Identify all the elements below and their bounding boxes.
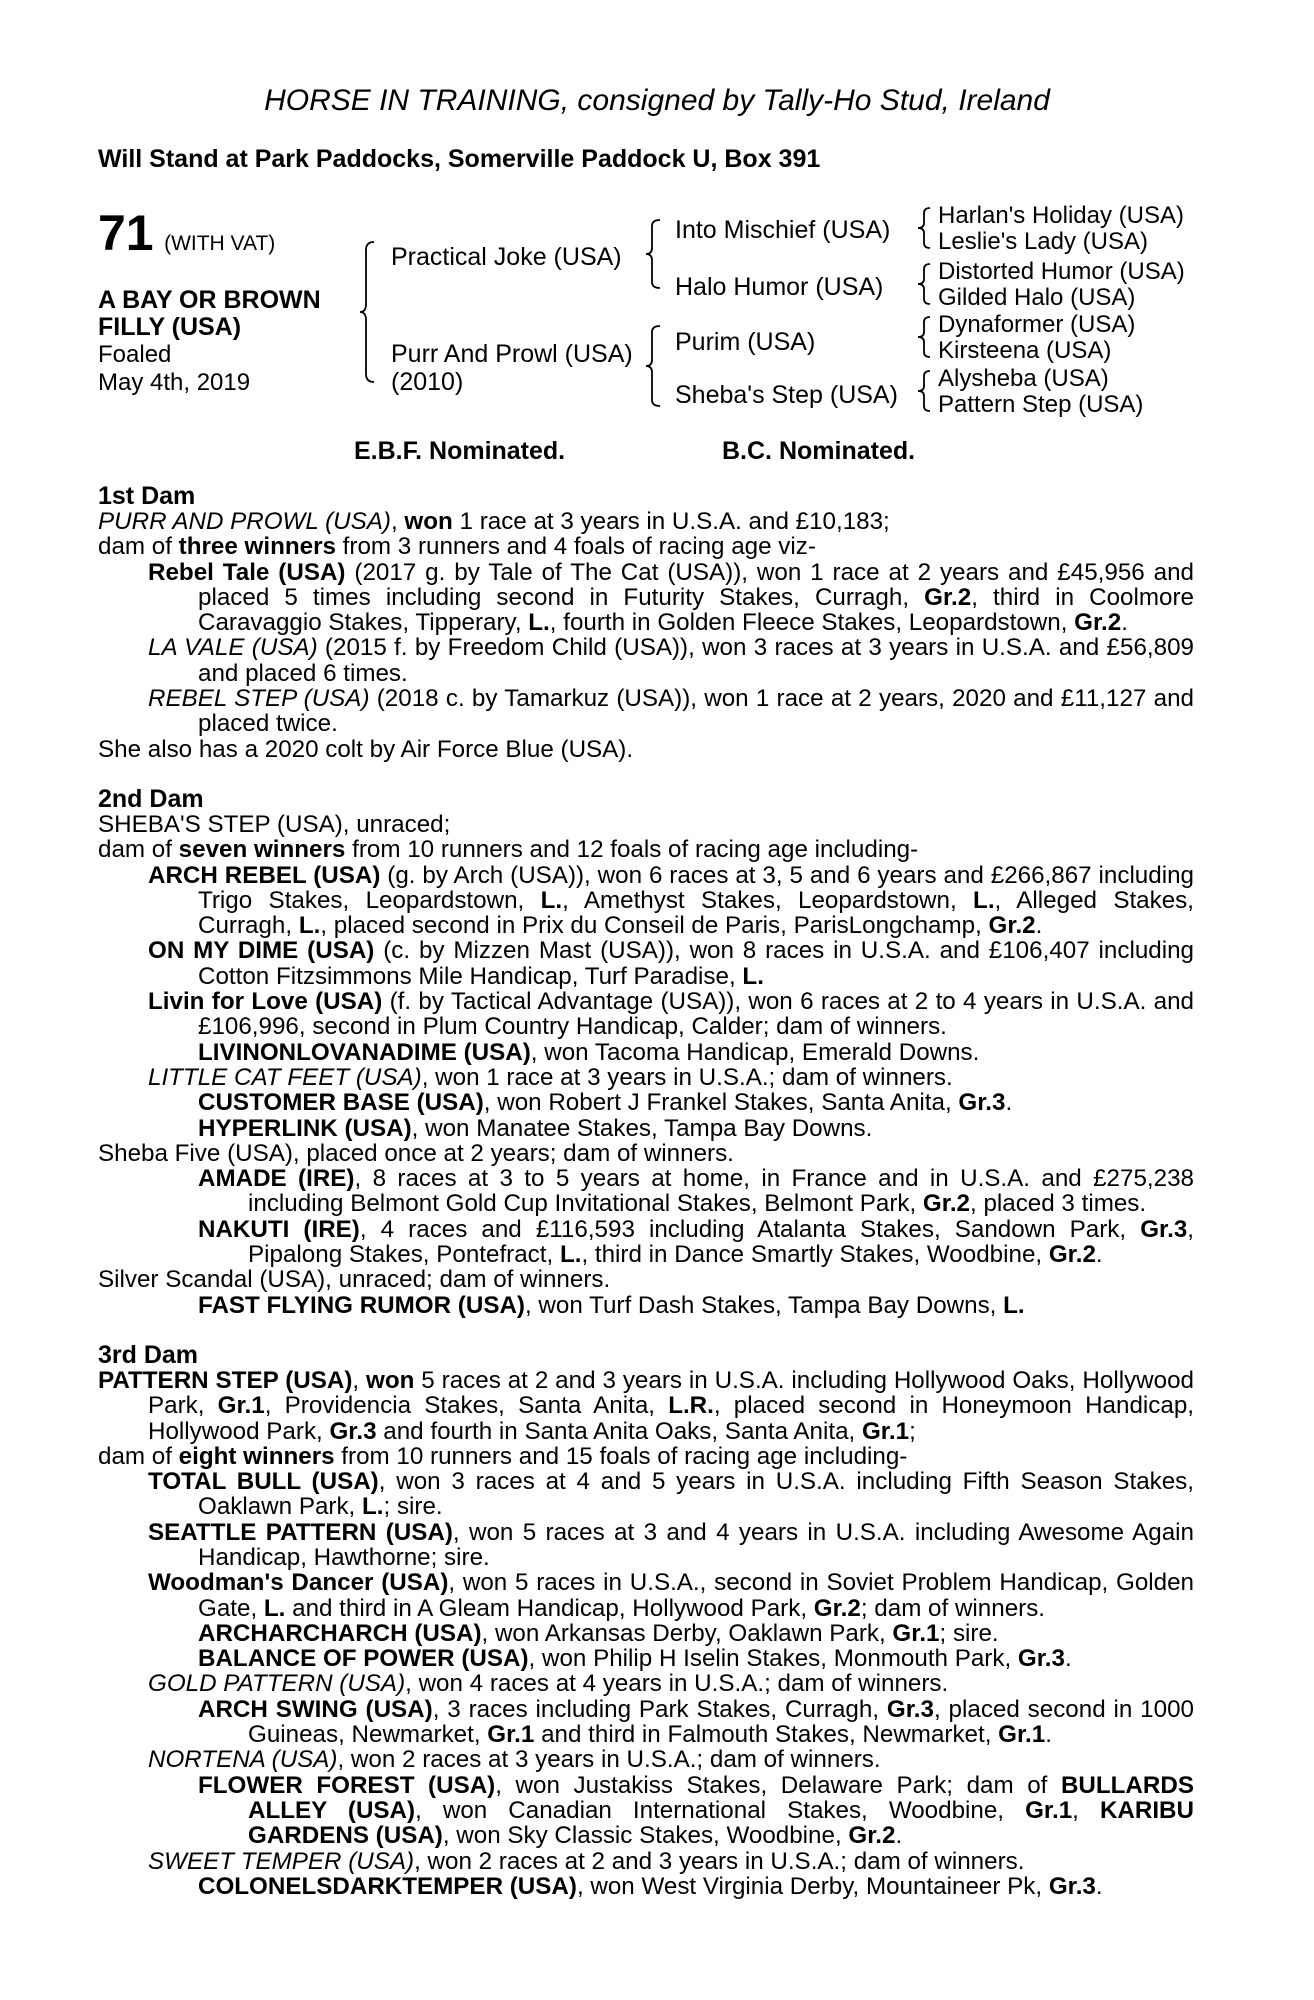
horse-description-1: A BAY OR BROWN — [98, 286, 321, 314]
second-dam-entry: ARCH REBEL (USA) (g. by Arch (USA)), won 6 races at 3, 5 and 6 years and £266,867 including Trigo Stakes, Leopardstown, L., Amethyst Stakes, Leopardstown, L., Alleged Stakes, Curragh, L., placed second in Prix du Conseil de Paris, ParisLongchamp, Gr.2. — [148, 861, 1194, 940]
second-dam-entry: LITTLE CAT FEET (USA), won 1 race at 3 years in U.S.A.; dam of winners. — [148, 1063, 953, 1091]
foaled-label: Foaled — [98, 341, 172, 368]
lot-number: 71 — [98, 205, 154, 261]
second-dam-subentry: AMADE (IRE), 8 races at 3 to 5 years at home, in France and in U.S.A. and £275,238 including Belmont Gold Cup Invitational Stakes, Belmont Park, Gr.2, placed 3 times. — [198, 1165, 1194, 1218]
pedigree-sire-dam: Halo Humor (USA) — [675, 273, 884, 301]
third-dam-entry: NORTENA (USA), won 2 races at 3 years in U.S.A.; dam of winners. — [148, 1746, 881, 1774]
pedigree-sire: Practical Joke (USA) — [391, 243, 622, 271]
ebf-nomination: E.B.F. Nominated. — [354, 437, 566, 465]
horse-description-2: FILLY (USA) — [98, 313, 242, 341]
pedigree-bracket-dam — [646, 324, 666, 414]
pedigree-bracket-g1 — [918, 206, 934, 256]
pedigree-bracket-sire — [646, 218, 666, 298]
pedigree-g8: Pattern Step (USA) — [938, 391, 1144, 418]
second-dam-heading: 2nd Dam — [98, 784, 204, 813]
third-dam-subentry: FLOWER FOREST (USA), won Justakiss Stakes, Delaware Park; dam of BULLARDS ALLEY (USA), won Canadian International Stakes, Woodbine, Gr.1, KARIBU GARDENS (USA), won Sky Classic Stakes, Woodbine, Gr.2. — [198, 1771, 1194, 1850]
pedigree-bracket-g3 — [918, 315, 934, 365]
pedigree-dam-dam: Sheba's Step (USA) — [675, 381, 898, 409]
third-dam-subentry: BALANCE OF POWER (USA), won Philip H Iselin Stakes, Monmouth Park, Gr.3. — [198, 1645, 1072, 1673]
pedigree-dam: Purr And Prowl (USA) — [391, 340, 633, 368]
first-dam-heading: 1st Dam — [98, 482, 196, 510]
pedigree-g6: Kirsteena (USA) — [938, 337, 1112, 364]
second-dam-entry: Livin for Love (USA) (f. by Tactical Advantage (USA)), won 6 races at 2 to 4 years in U.S.A. and £106,996, second in Plum Country Handicap, Calder; dam of winners. — [148, 988, 1195, 1041]
second-dam-subentry: NAKUTI (IRE), 4 races and £116,593 including Atalanta Stakes, Sandown Park, Gr.3, Pipalong Stakes, Pontefract, L., third in Dance Smartly Stakes, Woodbine, Gr.2. — [198, 1215, 1195, 1269]
catalogue-body — [98, 483, 1194, 1899]
third-dam-subentry: ARCHARCHARCH (USA), won Arkansas Derby, Oaklawn Park, Gr.1; sire. — [198, 1619, 999, 1647]
pedigree-sire-sire: Into Mischief (USA) — [675, 216, 891, 244]
lot-block — [98, 204, 275, 262]
pedigree-g7: Alysheba (USA) — [938, 365, 1109, 392]
vat-label: (WITH VAT) — [164, 232, 276, 255]
pedigree-g1: Harlan's Holiday (USA) — [938, 202, 1184, 229]
first-dam-entry: LA VALE (USA) (2015 f. by Freedom Child (USA)), won 3 races at 3 years in U.S.A. and £56,809 and placed 6 times. — [148, 634, 1194, 687]
first-dam-line: PURR AND PROWL (USA), won 1 race at 3 years in U.S.A. and £10,183; — [98, 508, 890, 535]
third-dam-entry: SWEET TEMPER (USA), won 2 races at 2 and 3 years in U.S.A.; dam of winners. — [148, 1847, 1025, 1875]
pedigree-bracket-g2 — [918, 262, 934, 312]
pedigree-g3: Distorted Humor (USA) — [938, 258, 1185, 285]
second-dam-produce-line: dam of seven winners from 10 runners and 12 foals of racing age including- — [98, 836, 919, 864]
bc-nomination: B.C. Nominated. — [722, 437, 916, 465]
first-dam-entry: REBEL STEP (USA) (2018 c. by Tamarkuz (USA)), won 1 race at 2 years, 2020 and £11,127 and placed twice. — [148, 685, 1194, 738]
third-dam-subentry: ARCH SWING (USA), 3 races including Park Stakes, Curragh, Gr.3, placed second in 1000 Guineas, Newmarket, Gr.1 and third in Falmouth Stakes, Newmarket, Gr.1. — [198, 1695, 1194, 1749]
third-dam-heading: 3rd Dam — [98, 1340, 199, 1369]
first-dam-entry: Rebel Tale (USA) (2017 g. by Tale of The Cat (USA)), won 1 race at 2 years and £45,956 and placed 5 times including second in Futurity Stakes, Curragh, Gr.2, third in Coolmore Caravaggio Stakes, Tipperary, L., fourth in Golden Fleece Stakes, Leopardstown, Gr.2. — [148, 558, 1194, 637]
third-dam-entry: TOTAL BULL (USA), won 3 races at 4 and 5 years in U.S.A. including Fifth Season Stakes, Oaklawn Park, L.; sire. — [148, 1468, 1195, 1521]
second-dam-line: SHEBA'S STEP (USA), unraced; — [98, 810, 451, 838]
foaled-date: May 4th, 2019 — [98, 369, 251, 396]
pedigree-dam-year: (2010) — [391, 368, 464, 396]
second-dam-entry: ON MY DIME (USA) (c. by Mizzen Mast (USA)), won 8 races in U.S.A. and £106,407 including Cotton Fitzsimmons Mile Handicap, Turf Paradise, L. — [148, 937, 1194, 990]
third-dam-entry: SEATTLE PATTERN (USA), won 5 races at 3 and 4 years in U.S.A. including Awesome Again Handicap, Hawthorne; sire. — [148, 1518, 1194, 1571]
third-dam-entry: GOLD PATTERN (USA), won 4 races at 4 years in U.S.A.; dam of winners. — [148, 1670, 949, 1698]
second-dam-subentry: CUSTOMER BASE (USA), won Robert J Frankel Stakes, Santa Anita, Gr.3. — [198, 1089, 1013, 1117]
third-dam-subentry: COLONELSDARKTEMPER (USA), won West Virginia Derby, Mountaineer Pk, Gr.3. — [198, 1872, 1103, 1900]
third-dam-produce-line: dam of eight winners from 10 runners and 15 foals of racing age including- — [98, 1442, 908, 1470]
third-dam-line: PATTERN STEP (USA), won 5 races at 2 and 3 years in U.S.A. including Hollywood Oaks, Hollywood Park, Gr.1, Providencia Stakes, Santa Anita, L.R., placed second in Honeymoon Handicap, Hollywood Park, Gr.3 and fourth in Santa Anita Oaks, Santa Anita, Gr.1; — [98, 1366, 1194, 1445]
second-dam-subentry: LIVINONLOVANADIME (USA), won Tacoma Handicap, Emerald Downs. — [198, 1038, 980, 1066]
pedigree-g2: Leslie's Lady (USA) — [938, 228, 1148, 255]
second-dam-entry: Silver Scandal (USA), unraced; dam of winners. — [98, 1266, 611, 1294]
page-title: HORSE IN TRAINING, consigned by Tally-Ho Stud, Ireland — [264, 84, 1050, 117]
stand-location: Will Stand at Park Paddocks, Somerville Paddock U, Box 391 — [98, 145, 821, 173]
second-dam-entry: Sheba Five (USA), placed once at 2 years; dam of winners. — [98, 1139, 734, 1167]
pedigree-bracket-g4 — [918, 369, 934, 419]
third-dam-entry: Woodman's Dancer (USA), won 5 races in U.S.A., second in Soviet Problem Handicap, Golden Gate, L. and third in A Gleam Handicap, Hollywood Park, Gr.2; dam of winners. — [148, 1569, 1195, 1622]
second-dam-subentry: HYPERLINK (USA), won Manatee Stakes, Tampa Bay Downs. — [198, 1114, 873, 1142]
pedigree-g4: Gilded Halo (USA) — [938, 284, 1136, 311]
pedigree-g5: Dynaformer (USA) — [938, 311, 1136, 338]
pedigree-dam-sire: Purim (USA) — [675, 328, 816, 356]
pedigree-bracket-main — [360, 240, 380, 390]
first-dam-produce-line: dam of three winners from 3 runners and 4 foals of racing age viz- — [98, 533, 816, 561]
second-dam-subentry: FAST FLYING RUMOR (USA), won Turf Dash Stakes, Tampa Bay Downs, L. — [198, 1291, 1025, 1319]
first-dam-note: She also has a 2020 colt by Air Force Blue (USA). — [98, 735, 634, 763]
